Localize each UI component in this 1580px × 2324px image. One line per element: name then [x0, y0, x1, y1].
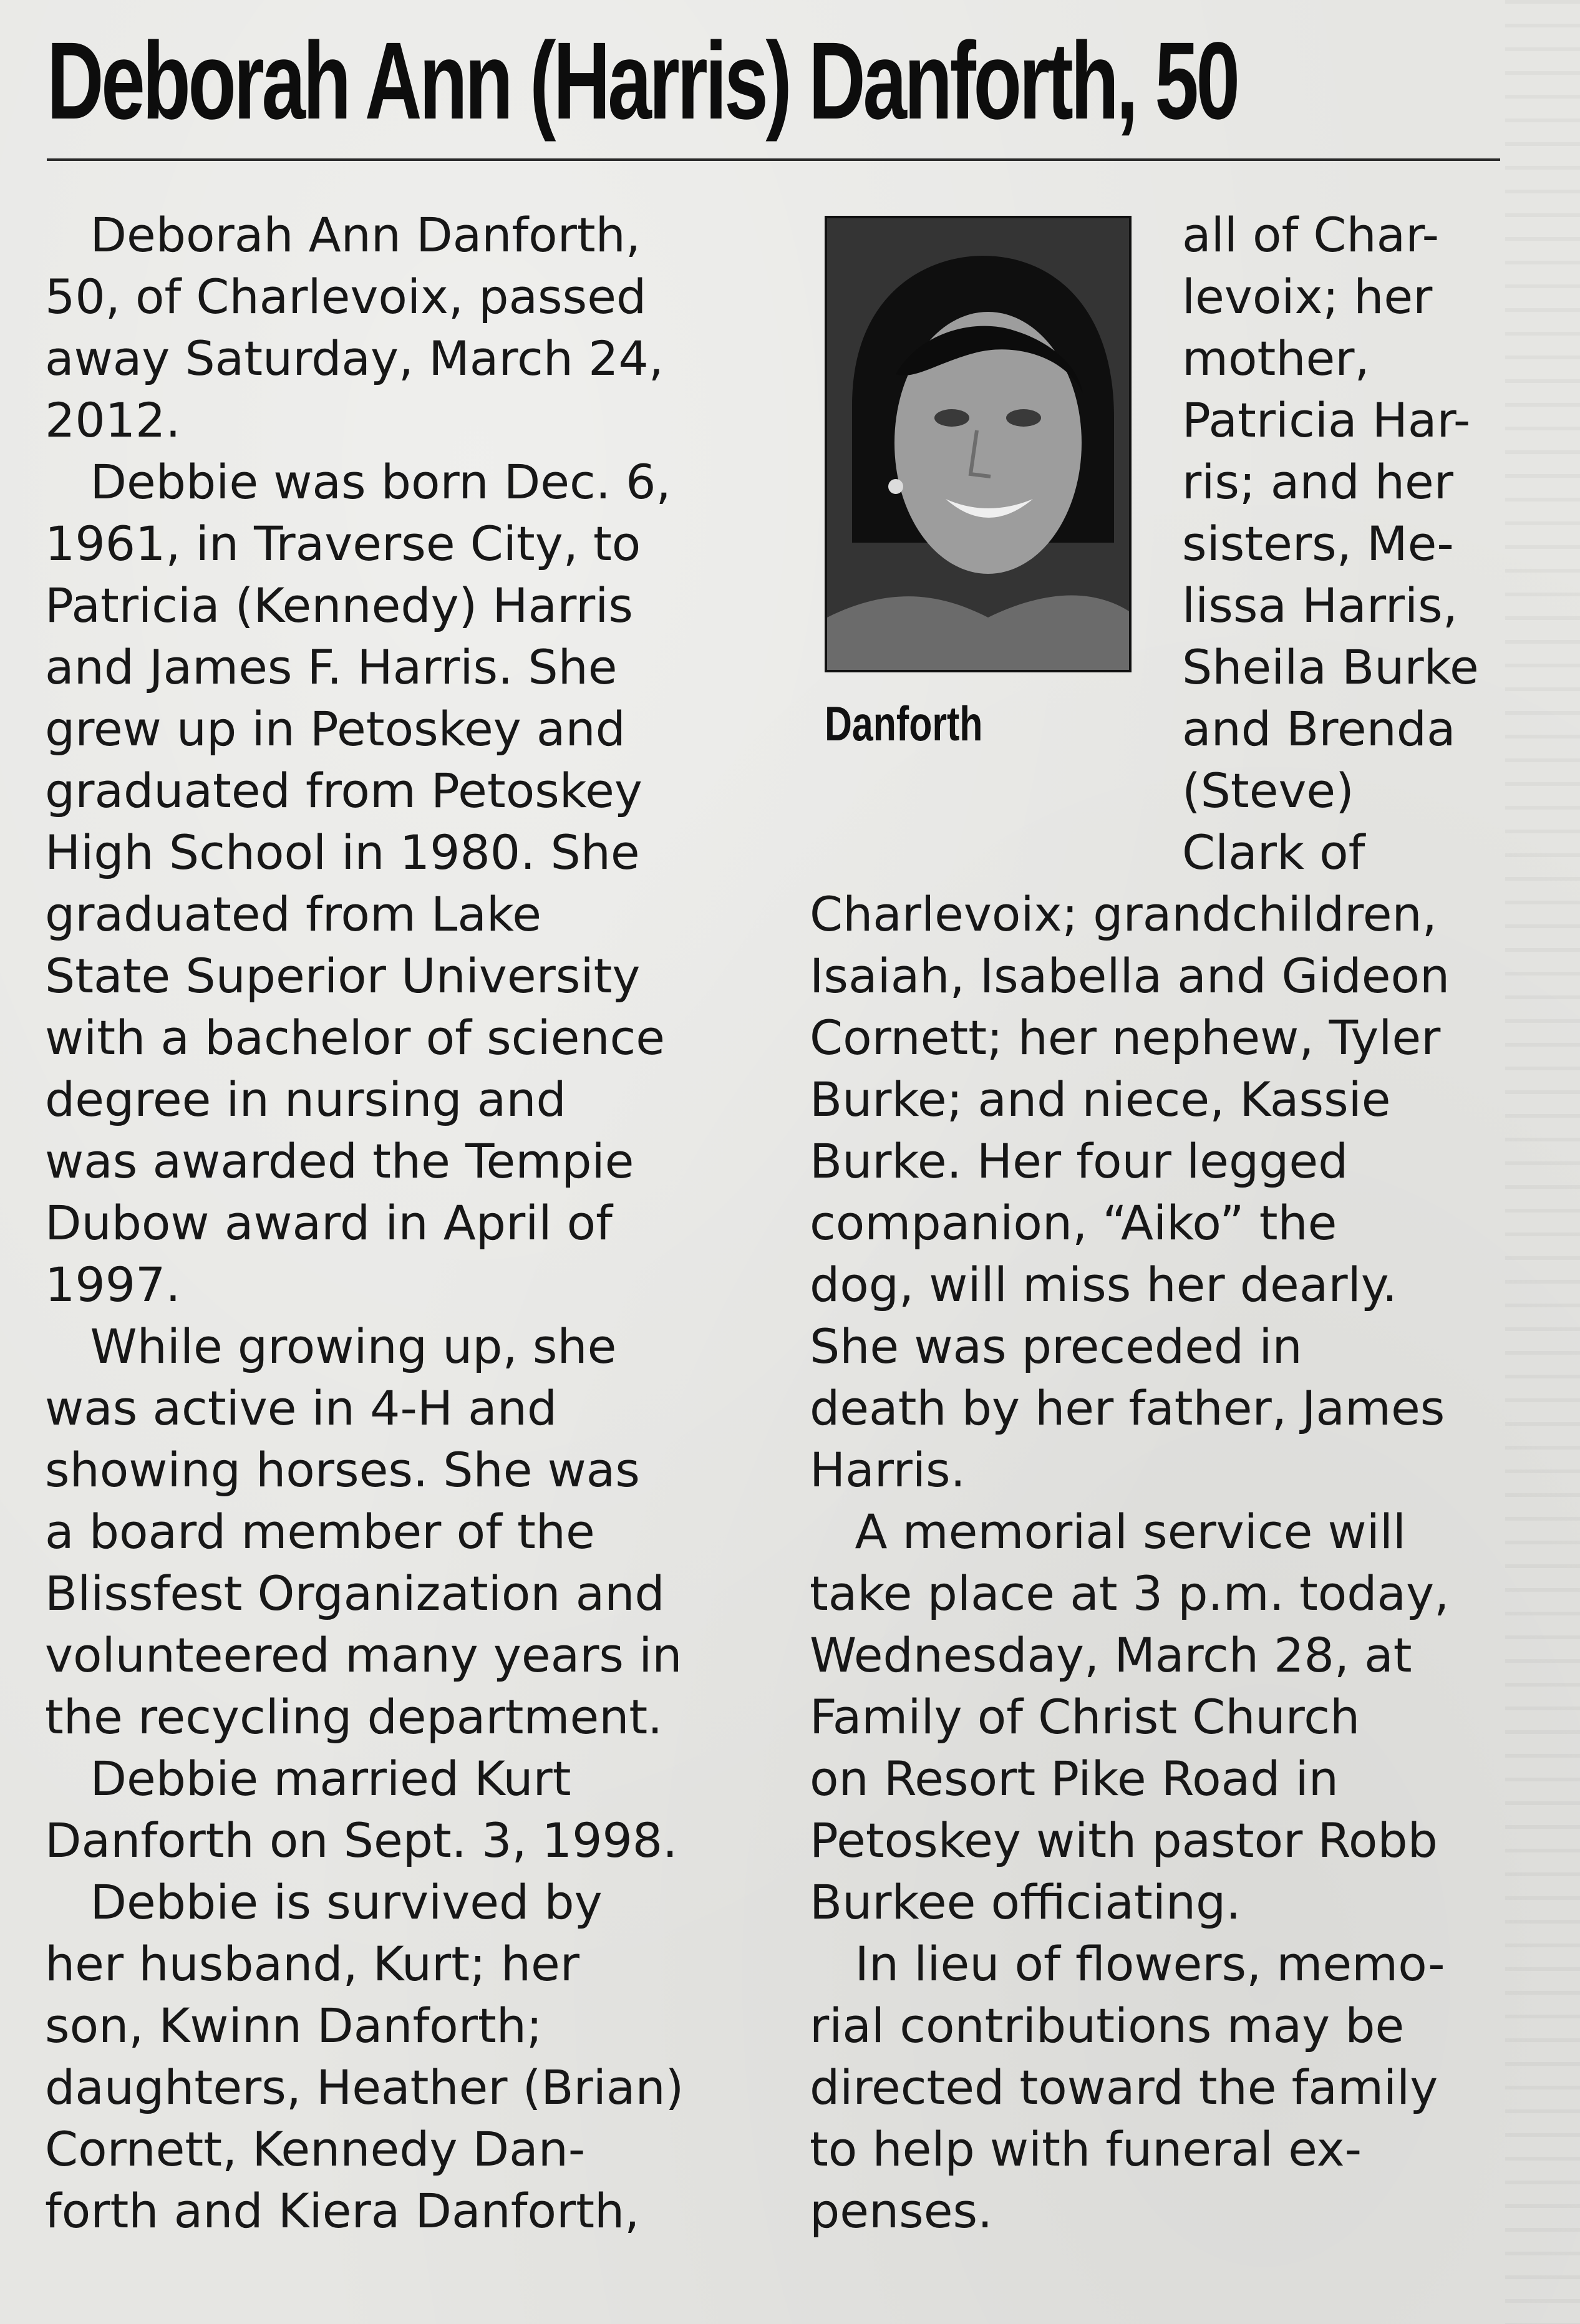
text-line: and Brenda	[1182, 701, 1456, 757]
text-line: Family of Christ Church	[810, 1689, 1360, 1745]
text-line: Wednesday, March 28, at	[810, 1627, 1412, 1683]
text-line: son, Kwinn Danforth;	[45, 1998, 543, 2053]
text-line: graduated from Lake	[45, 886, 541, 942]
text-line: 1997.	[45, 1257, 181, 1312]
torn-edge-texture	[1505, 0, 1580, 2324]
text-line: 1961, in Traverse City, to	[45, 516, 641, 571]
text-line: degree in nursing and	[45, 1072, 566, 1127]
text-line: directed toward the family	[810, 2060, 1438, 2115]
text-line: Charlevoix; grandchildren,	[810, 886, 1437, 942]
text-line: away Saturday, March 24,	[45, 331, 664, 386]
text-line: graduated from Petoskey	[45, 763, 642, 818]
text-line: penses.	[810, 2183, 993, 2239]
photo-caption: Danforth	[825, 696, 983, 751]
text-line: grew up in Petoskey and	[45, 701, 626, 757]
text-line: all of Char-	[1182, 207, 1439, 263]
text-line: In lieu of flowers, memo-	[810, 1936, 1445, 1992]
text-line: Dubow award in April of	[45, 1195, 613, 1251]
text-line: Burke; and niece, Kassie	[810, 1072, 1391, 1127]
text-line: 50, of Charlevoix, passed	[45, 269, 647, 324]
text-line: Clark of	[1182, 825, 1365, 880]
text-line: Harris.	[810, 1442, 966, 1498]
text-line: 2012.	[45, 392, 181, 448]
obituary-headline: Deborah Ann (Harris) Danforth, 50	[47, 20, 1238, 142]
text-line: Patricia (Kennedy) Harris	[45, 578, 633, 633]
text-line: dog, will miss her dearly.	[810, 1257, 1398, 1312]
text-line: sisters, Me-	[1182, 516, 1454, 571]
text-line: levoix; her	[1182, 269, 1433, 324]
text-line: Burke. Her four legged	[810, 1133, 1349, 1189]
text-line: ris; and her	[1182, 454, 1454, 510]
left-column-text	[45, 204, 750, 2242]
text-line: companion, “Aiko” the	[810, 1195, 1337, 1251]
text-line: a board member of the	[45, 1504, 595, 1559]
text-line: on Resort Pike Road in	[810, 1751, 1339, 1806]
text-line: Debbie was born Dec. 6,	[45, 454, 671, 510]
text-line: lissa Harris,	[1182, 578, 1458, 633]
text-line: mother,	[1182, 331, 1370, 386]
text-line: volunteered many years in	[45, 1627, 682, 1683]
right-column-top-text	[1182, 204, 1506, 883]
text-line: to help with funeral ex-	[810, 2121, 1362, 2177]
portrait-photo	[825, 216, 1132, 672]
text-line: Patricia Har-	[1182, 392, 1471, 448]
text-line: State Superior University	[45, 948, 641, 1004]
text-line: was awarded the Tempie	[45, 1133, 634, 1189]
text-line: was active in 4-H and	[45, 1380, 558, 1436]
text-line: While growing up, she	[45, 1319, 617, 1374]
text-line: Sheila Burke	[1182, 639, 1479, 695]
text-line: High School in 1980. She	[45, 825, 640, 880]
text-line: and James F. Harris. She	[45, 639, 618, 695]
text-line: Cornett, Kennedy Dan-	[45, 2121, 586, 2177]
right-column-bottom-text	[810, 883, 1508, 2242]
text-line: daughters, Heather (Brian)	[45, 2060, 684, 2115]
text-line: her husband, Kurt; her	[45, 1936, 580, 1992]
text-line: with a bachelor of science	[45, 1010, 666, 1065]
text-line: take place at 3 p.m. today,	[810, 1566, 1450, 1621]
text-line: Petoskey with pastor Robb	[810, 1813, 1438, 1868]
text-line: Deborah Ann Danforth,	[45, 207, 641, 263]
text-line: (Steve)	[1182, 763, 1354, 818]
headline-rule	[47, 158, 1500, 161]
text-line: showing horses. She was	[45, 1442, 640, 1498]
text-line: Blissfest Organization and	[45, 1566, 665, 1621]
text-line: death by her father, James	[810, 1380, 1445, 1436]
text-line: Danforth on Sept. 3, 1998.	[45, 1813, 678, 1868]
text-line: rial contributions may be	[810, 1998, 1405, 2053]
portrait-photo-icon	[827, 218, 1129, 670]
text-line: Debbie is survived by	[45, 1874, 603, 1930]
text-line: Cornett; her nephew, Tyler	[810, 1010, 1441, 1065]
text-line: Burkee officiating.	[810, 1874, 1241, 1930]
text-line: A memorial service will	[810, 1504, 1407, 1559]
text-line: forth and Kiera Danforth,	[45, 2183, 640, 2239]
text-line: She was preceded in	[810, 1319, 1302, 1374]
text-line: Debbie married Kurt	[45, 1751, 571, 1806]
text-line: Isaiah, Isabella and Gideon	[810, 948, 1450, 1004]
text-line: the recycling department.	[45, 1689, 663, 1745]
